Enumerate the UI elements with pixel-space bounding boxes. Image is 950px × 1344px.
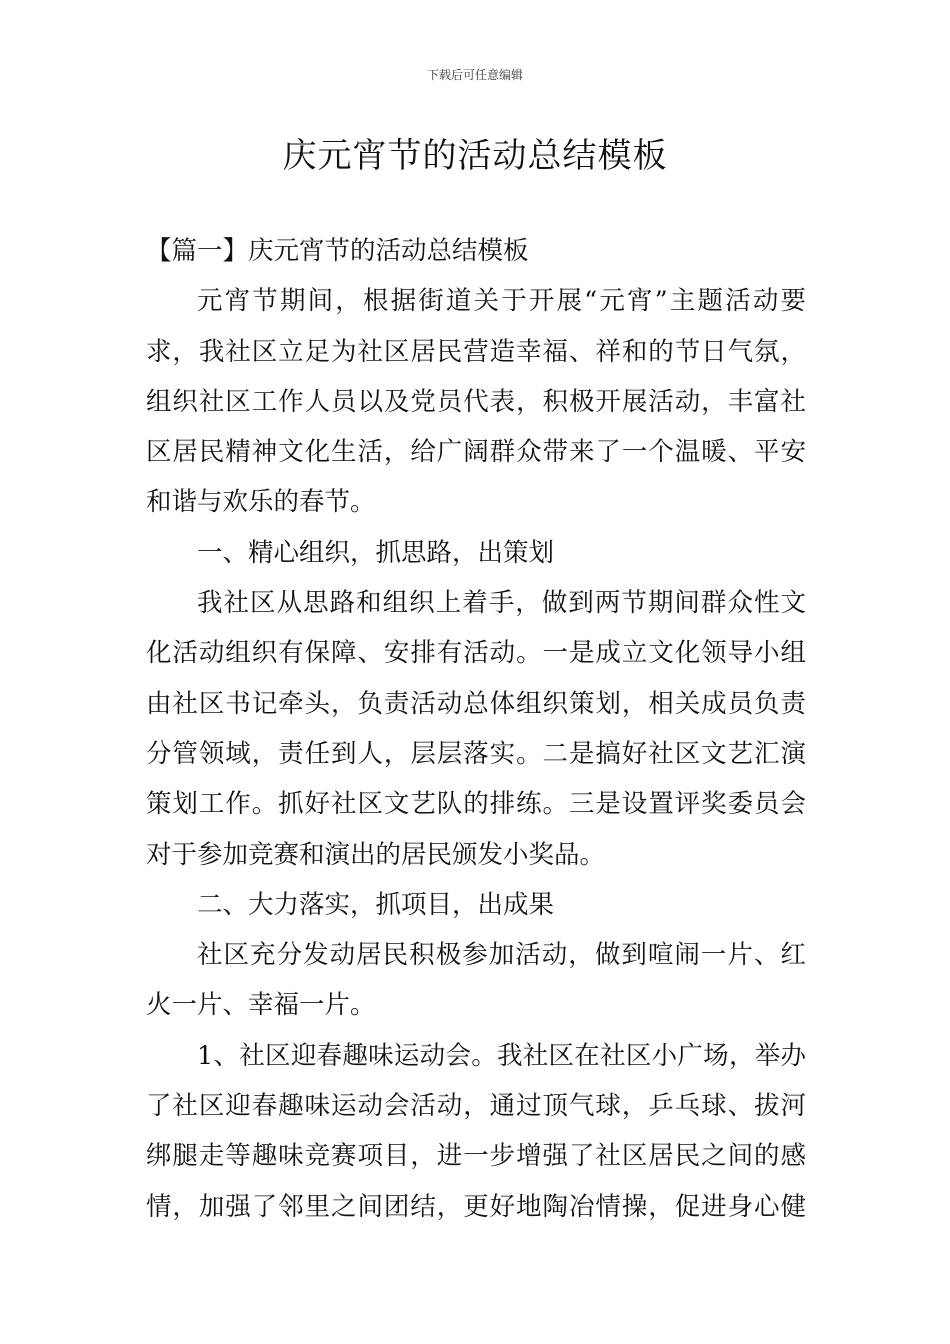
body-line: 化活动组织有保障、安排有活动。一是成立文化领导小组	[146, 638, 806, 669]
body-line: 求，我社区立足为社区居民营造幸福、祥和的节日气氛，	[146, 336, 806, 367]
body-line: 对于参加竞赛和演出的居民颁发小奖品。	[146, 839, 606, 870]
body-line: 组织社区工作人员以及党员代表，积极开展活动，丰富社	[146, 386, 806, 417]
body-line: 【篇一】庆元宵节的活动总结模板	[146, 236, 529, 266]
body-line: 1、社区迎春趣味运动会。我社区在社区小广场，举办	[197, 1040, 806, 1071]
body-line: 元宵节期间，根据街道关于开展“元宵”主题活动要	[197, 286, 806, 317]
body-line: 分管领域，责任到人，层层落实。二是搞好社区文艺汇演	[146, 738, 806, 769]
body-line: 了社区迎春趣味运动会活动，通过顶气球，乒乓球、拔河	[146, 1091, 806, 1122]
header-note: 下载后可任意编辑	[426, 68, 523, 82]
document-body	[146, 226, 806, 1232]
body-line: 和谐与欢乐的春节。	[146, 487, 376, 518]
body-line: 社区充分发动居民积极参加活动，做到喧闹一片、红	[197, 940, 806, 971]
body-line: 绑腿走等趣味竞赛项目，进一步增强了社区居民之间的感	[146, 1141, 806, 1172]
body-line: 情，加强了邻里之间团结，更好地陶冶情操，促进身心健	[146, 1191, 806, 1222]
body-line: 一、精心组织，抓思路，出策划	[197, 537, 555, 568]
body-line: 区居民精神文化生活，给广阔群众带来了一个温暖、平安	[146, 437, 806, 468]
body-line: 由社区书记牵头，负责活动总体组织策划，相关成员负责	[146, 688, 806, 719]
body-line: 我社区从思路和组织上着手，做到两节期间群众性文	[197, 588, 806, 619]
document-title: 庆元宵节的活动总结模板	[282, 136, 668, 176]
body-line: 火一片、幸福一片。	[146, 990, 376, 1021]
body-line: 策划工作。抓好社区文艺队的排练。三是设置评奖委员会	[146, 789, 806, 820]
body-line: 二、大力落实，抓项目，出成果	[197, 889, 555, 920]
